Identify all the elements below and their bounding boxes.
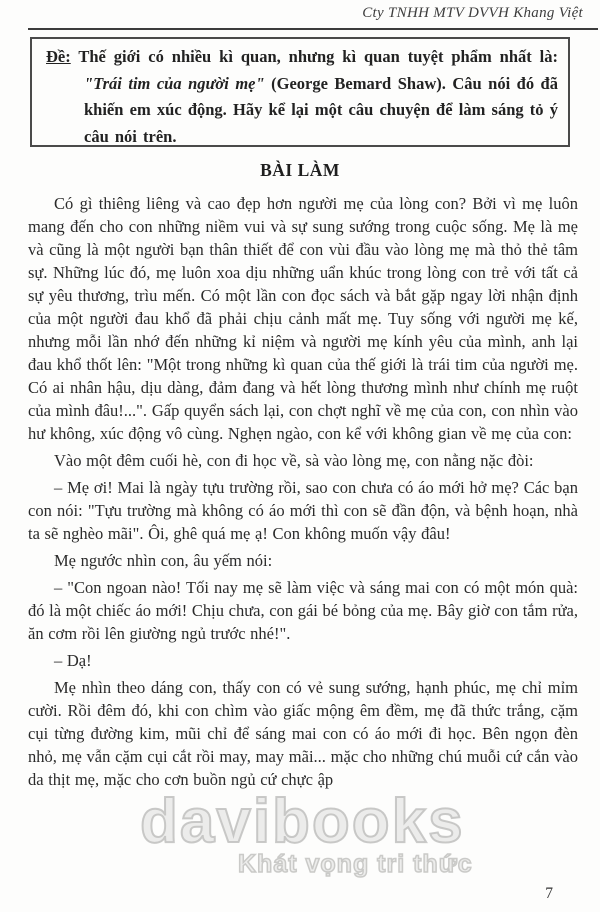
prompt-text-before-quote: Thế giới có nhiều kì quan, nhưng kì quan tuyệt phẩm nhất là: (78, 47, 558, 66)
running-header-publisher: Cty TNHH MTV DVVH Khang Việt (362, 5, 583, 21)
essay-heading: BÀI LÀM (260, 160, 340, 180)
watermark-slogan: Khát vọng tri thức (238, 850, 473, 878)
header-divider-rule (28, 28, 598, 30)
essay-prompt-text (46, 44, 558, 150)
essay-paragraph-4: Mẹ ngước nhìn con, âu yếm nói: (54, 551, 273, 570)
essay-paragraph-7: Mẹ nhìn theo dáng con, thấy con có vẻ sung sướng, hạnh phúc, mẹ chỉ mỉm cười. Rồi đêm đó, khi con chìm vào giấc mộng êm đềm, mẹ đã thức trắng, cặm cụi từng đường kim, mũi chỉ để sáng mai con có áo mới đi học. Bên ngọn đèn nhỏ, mẹ vẫn cặm cụi cắt rồi may, may mãi... mặc cho những chú muỗi cứ cắn vào da thịt mẹ, mặc cho cơn buồn ngủ cứ chực ập (28, 678, 578, 789)
page-number: 7 (545, 885, 553, 902)
prompt-label: Đề: (46, 47, 71, 66)
essay-paragraph-5-dialogue: – "Con ngoan nào! Tối nay mẹ sẽ làm việc và sáng mai con có một món quà: đó là một chiếc áo mới! Chịu chưa, con gái bé bỏng của mẹ. Bây giờ con tắm rửa, ăn cơm rồi lên giường ngủ trước nhé!". (28, 578, 578, 643)
essay-paragraph-1: Có gì thiêng liêng và cao đẹp hơn người mẹ của lòng con? Bởi vì mẹ luôn mang đến cho con những niềm vui và sự sung sướng trong cuộc sống. Mẹ là mẹ và cũng là một người bạn thân thiết để con vùi đầu vào lòng mẹ mà thỏ thẻ tâm sự. Những lúc đó, mẹ luôn xoa dịu những uẩn khúc trong lòng con trẻ với tất cả sự yêu thương, trìu mến. Có một lần con đọc sách và bắt gặp ngay lời nhận định của một người đau khổ đã phải chịu cảnh mất mẹ. Tuy sống với người mẹ kế, nhưng mỗi lần nhớ đến những kỉ niệm và người mẹ kính yêu của mình, anh lại đau khổ thốt lên: "Một trong những kì quan của thế giới là trái tim của người mẹ. Có ai nhân hậu, dịu dàng, đảm đang và hết lòng thương mình như chính mẹ ruột của mình đâu!...". Gấp quyển sách lại, con chợt nghĩ về mẹ của con, con nhìn vào hư không, xúc động vô cùng. Nghẹn ngào, con kể với không gian về mẹ của con: (28, 194, 578, 443)
essay-prompt-box (30, 37, 570, 147)
essay-paragraph-3-dialogue: – Mẹ ơi! Mai là ngày tựu trường rồi, sao con chưa có áo mới hở mẹ? Các bạn con nói: "Tựu trường mà không có áo mới thì con sẽ đần độn, và bệnh hoạn, nhà ta sẽ nghèo mãi". Ôi, ghê quá mẹ ạ! Con không muốn vậy đâu! (28, 478, 578, 543)
essay-paragraph-6-dialogue: – Dạ! (54, 651, 92, 670)
prompt-quote-title: "Trái tim của người mẹ" (84, 73, 265, 93)
essay-paragraph-2: Vào một đêm cuối hè, con đi học về, sà vào lòng mẹ, con nằng nặc đòi: (54, 451, 534, 470)
essay-body (28, 192, 578, 795)
watermark-davibooks: davibooks (140, 787, 465, 856)
prompt-text-after-quote: (George Bemard Shaw). Câu nói đó đã khiến em xúc động. Hãy kể lại một câu chuyện để làm sáng tỏ ý câu nói trên. (84, 73, 558, 146)
